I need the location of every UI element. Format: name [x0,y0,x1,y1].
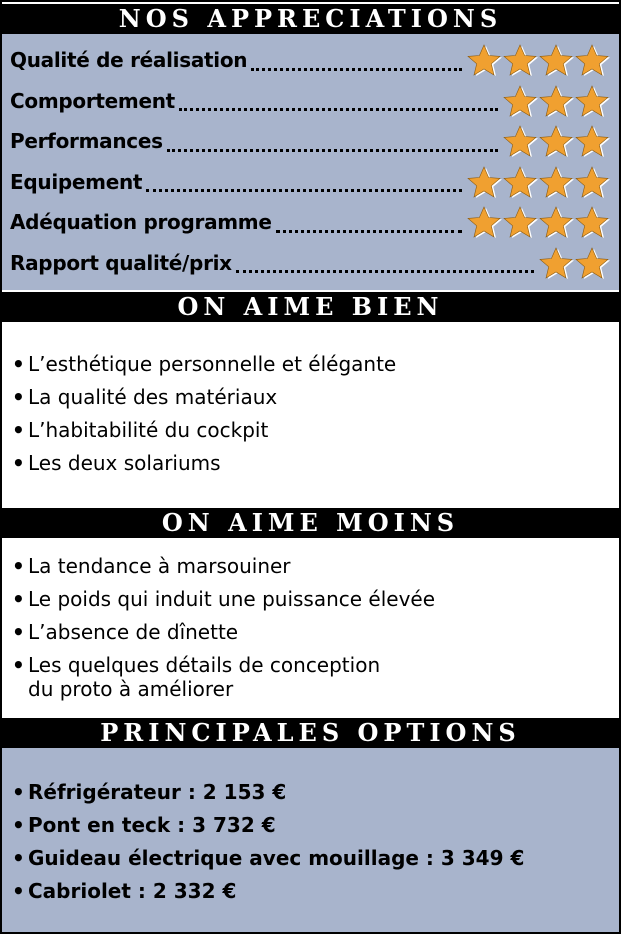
star-icon [502,165,538,199]
star-icon [574,84,610,118]
list-item: • La tendance à marsouiner [12,554,291,578]
star-icon [466,165,502,199]
options-list [12,780,612,903]
star-icon [466,43,502,77]
rating-row [10,42,610,78]
section-header-aime-moins: ON AIME MOINS [2,508,619,538]
rating-label: Equipement [10,169,143,194]
star-rating [466,205,610,239]
rating-row [10,204,610,240]
star-icon [502,124,538,158]
star-rating [466,43,610,77]
star-icon [502,43,538,77]
list-item: • La qualité des matériaux [12,385,278,409]
ratings-panel [2,34,619,290]
star-icon [502,205,538,239]
star-rating [502,124,610,158]
list-item: • L’esthétique personnelle et élégante [12,352,397,376]
star-icon [574,43,610,77]
rating-label: Rapport qualité/prix [10,250,232,275]
star-icon [574,124,610,158]
aime-moins-list [12,554,612,701]
dot-leader [146,169,462,192]
list-item: • Les deux solariums [12,451,221,475]
rating-row [10,83,610,119]
star-icon [574,165,610,199]
aime-moins-panel [2,538,619,718]
star-rating [502,84,610,118]
aime-bien-list [12,352,612,475]
rating-label: Qualité de réalisation [10,48,248,72]
list-item: • L’habitabilité du cockpit [12,418,269,442]
aime-bien-panel [2,322,619,508]
options-panel [2,748,619,932]
star-icon [574,205,610,239]
rating-label: Comportement [10,88,175,113]
star-icon [574,246,610,280]
star-icon [538,165,574,199]
list-item: • Le poids qui induit une puissance élevée [12,587,436,611]
star-icon [538,246,574,280]
section-header-options: PRINCIPALES OPTIONS [2,718,619,748]
star-icon [466,205,502,239]
star-icon [538,84,574,118]
dot-leader [251,48,462,71]
rating-label: Adéquation programme [10,210,272,234]
dot-leader [276,210,462,233]
rating-row [10,164,610,200]
star-rating [466,165,610,199]
list-item: • Pont en teck : 3 732 € [12,813,276,837]
dot-leader [236,250,534,273]
section-header-appreciations: NOS APPRECIATIONS [2,4,619,34]
rating-row [10,123,610,159]
list-item: • L’absence de dînette [12,620,239,644]
star-icon [502,84,538,118]
list-item: • Réfrigérateur : 2 153 € [12,780,287,804]
rating-row [10,245,610,281]
star-icon [538,205,574,239]
dot-leader [179,88,498,111]
star-icon [538,124,574,158]
rating-label: Performances [10,129,163,153]
section-header-aime-bien: ON AIME BIEN [2,292,619,322]
star-rating [538,246,610,280]
star-icon [538,43,574,77]
list-item: • Cabriolet : 2 332 € [12,879,237,903]
list-item: • Les quelques détails de conception du proto à améliorer [12,653,381,701]
list-item: • Guideau électrique avec mouillage : 3 349 € [12,846,525,870]
dot-leader [167,129,498,152]
